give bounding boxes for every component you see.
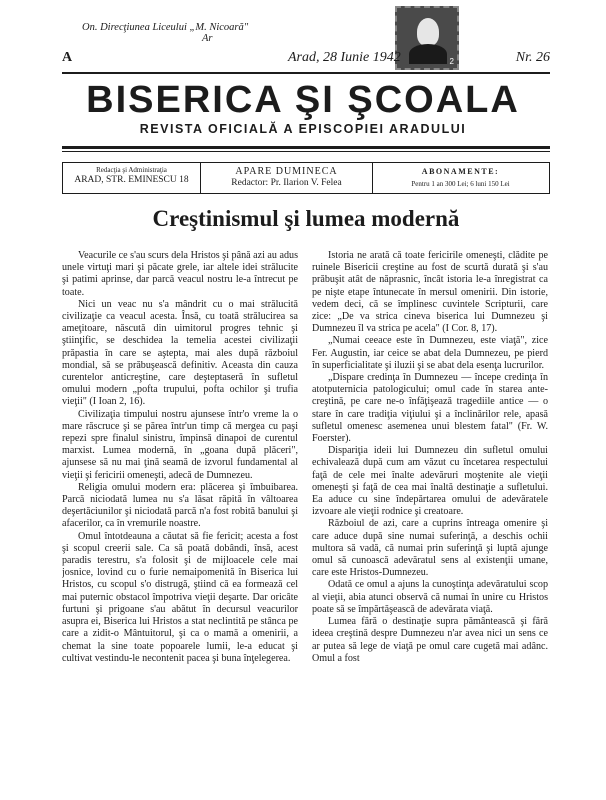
redaction-label: Redacţia şi Administraţia bbox=[96, 166, 167, 174]
article-title: Creştinismul şi lumea modernă bbox=[152, 206, 460, 231]
paragraph: Religia omului modern era: plăcerea şi îmbuibarea. Parcă niciodată lumea nu s'a lăsat răpită în vâltoarea deşertăciunilor şi niciodată parcă n'a fost robită banului şi afacerilor, ca în vremurile noastre. bbox=[62, 481, 298, 530]
paragraph: Istoria ne arată că toate fericirile omeneşti, clădite pe ruinele Bisericii creştine au fost de scurtă durată şi s'au prăbuşit atât de năprasnic, încât istoria le-a înregistrat ca pe nişte etape întunecate în mersul omenirii. Din istorie, vedem deci, că se împlinesc cuvintele Scripturii, care zice: „De va strica cineva biserica lui Dumnezeu şi Dumnezeu îl va strica pe acela" (I Cor. 8, 17). bbox=[312, 250, 548, 335]
info-bar bbox=[62, 162, 550, 194]
paragraph: Dispariţia ideii lui Dumnezeu din sufletul omului echivalează după cum am văzut cu încetarea respectului faţă de cele mei înalte adevăruri moştenite ale vieţii omeneşti şi faţă de cea mai înaltă destinaţie a sufletului. Ea aduce cu sine îndepărtarea omului de adevăratele izvoare ale vieţii rodnice şi creatoare. bbox=[312, 445, 548, 518]
issue-number: Nr. 26 bbox=[515, 50, 550, 65]
subscriptions-label: ABONAMENTE: bbox=[421, 167, 500, 176]
paragraph: Odată ce omul a ajuns la cunoştinţa adevăratului scop al vieţii, abia atunci observă că numai în unire cu Hristos poate să se împărtăşească de adevărata viaţă. bbox=[312, 579, 548, 615]
masthead-rule-thin bbox=[62, 151, 550, 152]
paragraph: Lumea fără o destinaţie supra pământească şi fără ideea creştină despre Dumnezeu n'ar avea nici un sens ce ar putea să lege de viaţă pe omul care cugetă mai adânc. Omul a fost bbox=[312, 616, 548, 664]
paragraph: „Numai ceeace este în Dumnezeu, este viaţă", zice Fer. Augustin, iar ceice se abat dela Dumnezeu, pe pierd în superficialitate şi iluzii şi se abat dela esenţa lucrurilor. bbox=[312, 335, 548, 371]
masthead-subtitle: REVISTA OFICIALĂ A EPISCOPIEI ARADULUI bbox=[139, 122, 467, 136]
article-right-column bbox=[312, 250, 548, 795]
article-left-column bbox=[62, 250, 298, 795]
subscriptions-price: Pentru 1 an 300 Lei; 6 luni 150 Lei bbox=[411, 180, 510, 188]
top-rule bbox=[62, 72, 550, 74]
redaction-address: ARAD, STR. EMINESCU 18 bbox=[74, 175, 189, 185]
dedication-line-1: On. Direcţiunea Liceului „M. Nicoară" bbox=[82, 22, 249, 33]
paragraph: Nici un veac nu s'a mândrit cu o mai strălucită civilizaţie ca veacul acesta. Însă, cu toată strălucirea sa ameţitoare, născută din uimitorul progres tehnic şi ştiinţific, se deschidea la temelia acestei civilizaţii prăpastia în care se aştepta, mai ales după războiul mondial, să se prăbuşească definitiv. Aceasta din cauza curentelor anticreştine, care deşteptaseră în sufletul omului modern „pofta trupului, pofta ochilor şi trufia vieţii" (I Ioan 2, 16). bbox=[62, 298, 298, 408]
redaction-cell bbox=[63, 163, 201, 193]
appears-cell bbox=[201, 163, 373, 193]
masthead-title: BISERICA ŞI ŞCOALA bbox=[86, 79, 520, 121]
edition-letter: A bbox=[62, 50, 73, 65]
masthead-rule-thick bbox=[62, 146, 550, 149]
paragraph: Războiul de azi, care a cuprins întreaga omenire şi care aduce după sine numai suferinţă, a deschis ochii multora să vadă, că numai prin suferinţă şi luptă ajunge omul să cunoască adevăratul sens al existenţii umane, care este Hristos-Dumnezeu. bbox=[312, 518, 548, 579]
appears-text: APARE DUMINECA bbox=[235, 166, 338, 177]
editor-text: Redactor: Pr. Ilarion V. Felea bbox=[231, 178, 342, 188]
handwritten-dedication bbox=[82, 22, 302, 44]
stamp-portrait-face bbox=[417, 18, 439, 46]
paragraph: Civilizaţia timpului nostru ajunsese într'o vreme la o mare răscruce şi se părea într'un timp că mergea cu paşi repezi spre finalul sinistru, împinsă dinapoi de curentul marxist. Lumea modernă, în „goana după plăceri", ajunsese să nu mai ţină seamă de izvorul fundamental al vieţii şi fericirii omeneşti, adecă de Dumnezeu. bbox=[62, 408, 298, 481]
dedication-line-2: Ar bbox=[202, 33, 213, 44]
issue-date: Arad, 28 Iunie 1942 bbox=[288, 50, 401, 65]
issue-line bbox=[62, 50, 550, 68]
paragraph: „Dispare credinţa în Dumnezeu — începe credinţa în atotputernicia patologicului; omul cade în starea ante-creştină, pe care ne-o înfăţişează tragediile antice — o stare în care tradiţia viţiului şi a înclinărilor rele, apasă sufletul omenesc asemenea unui blestem fatal" (Fr. W. Foerster). bbox=[312, 372, 548, 445]
subscriptions-cell bbox=[373, 163, 548, 193]
paragraph: Veacurile ce s'au scurs dela Hristos şi până azi au adus unele virtuţi mari şi păcate grele, iar altele idei strălucite şi patimi aprinse, dar parcă veacul nostru le-a întrecut pe toate. bbox=[62, 250, 298, 298]
stamp-value: 2 bbox=[449, 57, 454, 66]
paragraph: Omul întotdeauna a căutat să fie fericit; acesta a fost şi scopul creerii sale. Ca să poată dobândi, însă, acest paradis terestru, s'a folosit şi de mijloacele cele mai josnice, lovind cu o furie nemaipomenită în Biserica lui Hristos, cu scopul s'o distrugă, ştiind că ea formează cel mai puternic obstacol împotriva vieţii deşarte. Dar oricâte furtuni şi prigoane s'au abătut în decursul veacurilor asupra ei, Biserica lui Hristos a stat neclintită pe stânca pe care a zidit-o Mântuitorul, şi ca o mamă a omenirii, a chemat la sine toate popoarele lumii, le-a educat şi cultivat vestindu-le necontenit pacea şi buna înţelegerea. bbox=[62, 530, 298, 664]
